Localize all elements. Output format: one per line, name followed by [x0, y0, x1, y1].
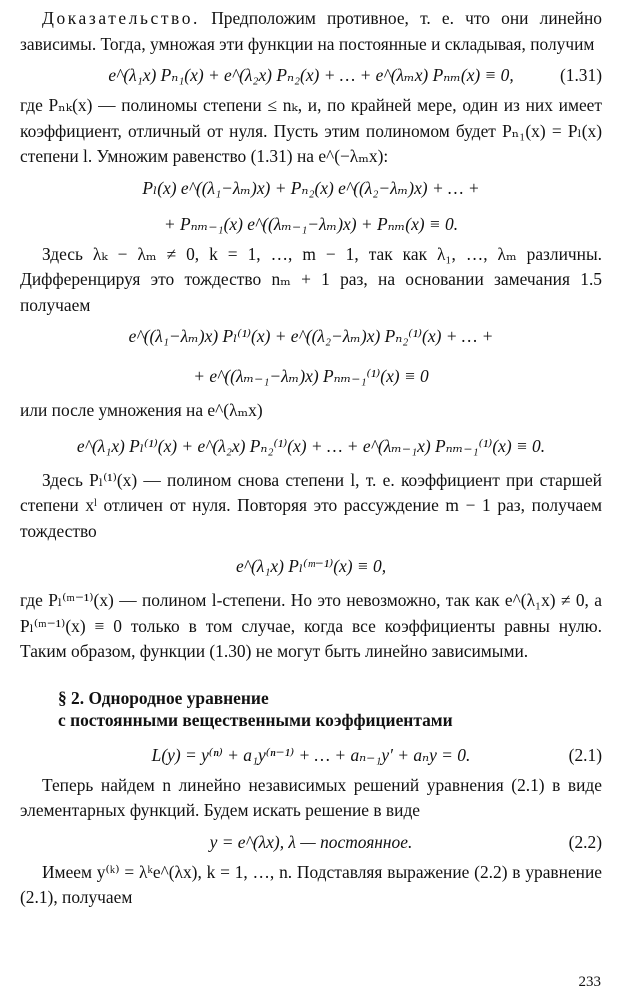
proof-label: Доказательство.: [42, 8, 200, 28]
paragraph-substitute: Имеем y⁽ᵏ⁾ = λᵏe^(λx), k = 1, …, n. Подставляя выражение (2.2) в уравнение (2.1), получаем: [20, 861, 602, 907]
paragraph-conclusion: где Pₗ⁽ᵐ⁻¹⁾(x) — полином l-степени. Но это невозможно, так как e^(λ₁x) ≠ 0, а Pₗ⁽ᵐ⁻¹⁾(x) ≡ 0 только в том случае, когда все коэффициенты равны нулю. Таким образом, функции (1.30) не могут быть линейно зависимыми.: [20, 590, 602, 661]
equation-multiplied-line2: [20, 206, 602, 242]
paragraph-differentiate: Здесь λₖ − λₘ ≠ 0, k = 1, …, m − 1, так как λ₁, …, λₘ различны. Дифференцируя это тождество nₘ + 1 раз, на основании замечания 1.5 получаем: [20, 243, 602, 315]
equation-derivative-line2: [20, 354, 602, 398]
equation-1-31: [20, 57, 602, 93]
equation-body: + Pₙₘ₋₁(x) e^((λₘ₋₁−λₘ)x) + Pₙₘ(x) ≡ 0.: [163, 213, 459, 234]
paragraph-after-multiply: или после умножения на e^(λₘx): [20, 400, 263, 420]
paragraph-find-solutions: Теперь найдем n линейно независимых решений уравнения (2.1) в виде элементарных функций. Будем искать решение в виде: [20, 774, 602, 820]
section-title-line1: Однородное уравнение: [88, 687, 269, 708]
equation-identity: [20, 544, 602, 588]
equation-sum-derivatives: [20, 424, 602, 468]
equation-body: Pₗ(x) e^((λ₁−λₘ)x) + Pₙ₂(x) e^((λ₂−λₘ)x) + … +: [142, 177, 480, 198]
paragraph-repeat: Здесь Pₗ⁽¹⁾(x) — полином снова степени l, т. е. коэффициент при старшей степени xˡ отличен от нуля. Повторяя это рассуждение m − 1 раз, получаем тождество: [20, 469, 602, 541]
page-content: [20, 6, 602, 911]
section-heading: [20, 687, 602, 731]
equation-multiplied-line1: [20, 170, 602, 206]
equation-body: e^(λ₁x) Pₗ⁽ᵐ⁻¹⁾(x) ≡ 0,: [235, 556, 387, 576]
equation-body: e^(λ₁x) Pₙ₁(x) + e^(λ₂x) Pₙ₂(x) + … + e^(λₘx) Pₙₘ(x) ≡ 0,: [108, 65, 514, 85]
equation-body: y = e^(λx), λ — постоянное.: [209, 831, 413, 852]
equation-2-2: [20, 824, 602, 860]
equation-body: e^(λ₁x) Pₗ⁽¹⁾(x) + e^(λ₂x) Pₙ₂⁽¹⁾(x) + … + e^(λₘ₋₁x) Pₙₘ₋₁⁽¹⁾(x) ≡ 0.: [76, 435, 546, 456]
equation-number: (2.2): [568, 831, 602, 852]
equation-2-1: [20, 737, 602, 773]
paragraph-polynomials: где Pₙₖ(x) — полиномы степени ≤ nₖ, и, по крайней мере, один из них имеет коэффициент, отличный от нуля. Пусть этим полиномом будет Pₙ₁(x) = Pₗ(x) степени l. Умножим равенство (1.31) на e^(−λₘx):: [20, 95, 602, 166]
section-number: § 2.: [58, 687, 85, 708]
equation-derivative-line1: [20, 318, 602, 354]
paragraph-text: Предположим противное, т. е. что они линейно зависимы. Тогда, умножая эти функции на постоянные и складывая, получим: [20, 8, 602, 54]
equation-body: L(y) = y⁽ⁿ⁾ + a₁y⁽ⁿ⁻¹⁾ + … + aₙ₋₁y′ + aₙy = 0.: [151, 744, 471, 765]
equation-body: + e^((λₘ₋₁−λₘ)x) Pₙₘ₋₁⁽¹⁾(x) ≡ 0: [193, 366, 429, 386]
equation-body: e^((λ₁−λₘ)x) Pₗ⁽¹⁾(x) + e^((λ₂−λₘ)x) Pₙ₂⁽¹⁾(x) + … +: [128, 326, 494, 346]
paragraph-proof-intro: [20, 6, 602, 57]
equation-number: (1.31): [559, 65, 602, 85]
page-number: 233: [578, 974, 601, 990]
equation-number: (2.1): [568, 744, 602, 765]
section-title-line2: с постоянными вещественными коэффициентами: [58, 709, 453, 730]
